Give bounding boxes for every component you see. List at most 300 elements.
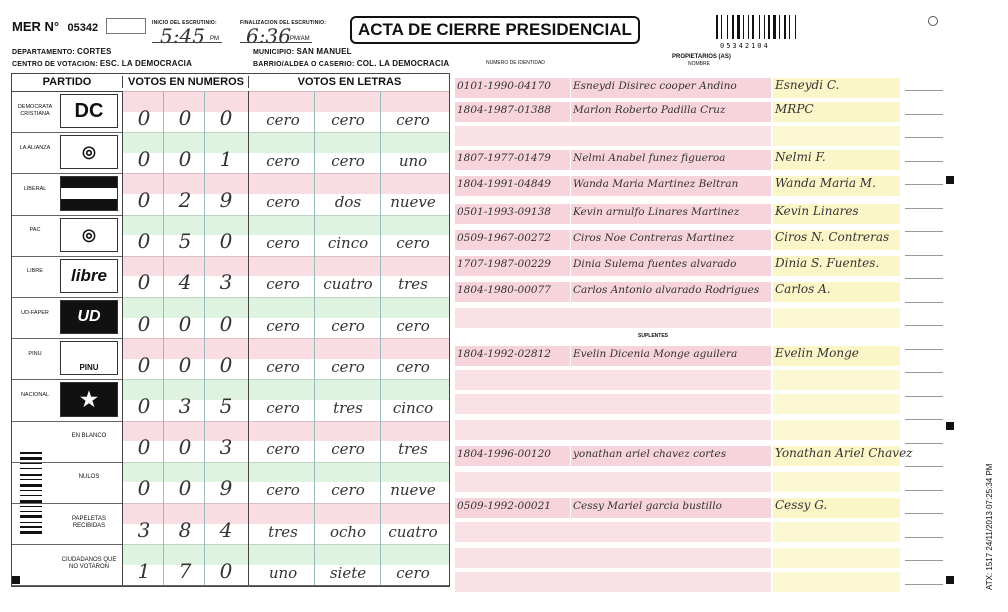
vote-table [11,73,450,587]
column-divider [248,462,249,503]
barcode-bar [764,15,765,39]
col-letras: VOTOS EN LETRAS [248,76,450,88]
side-barcode-bar [20,490,42,491]
vote-word: cero [331,481,365,500]
small-logo-box [106,18,146,34]
vote-word: cero [396,110,430,129]
column-divider [314,503,315,544]
member-name: Cessy Mariel garcia bustillo [573,500,722,512]
blank-band [455,370,771,390]
party-logo-icon: DC [60,94,118,128]
margin-rule [905,584,943,585]
margin-rule [905,443,943,444]
member-name: Carlos Antonio alvarado Rodrigues [573,284,760,296]
party-name: DEMOCRATA CRISTIANA [17,103,53,117]
margin-rule [905,396,943,397]
vote-word: cero [266,481,300,500]
party-name: LIBRE [27,268,43,275]
member-name: Esneydi Disirec cooper Andino [573,80,737,92]
vote-word: cuatro [388,522,438,541]
blank-sig-band [773,126,900,146]
final-label: FINALIZACION DEL ESCRUTINIO: [240,20,327,26]
suplentes-label: SUPLENTES [638,333,669,339]
propietario-row [455,176,900,196]
blank-row [455,420,900,440]
vote-word: cero [396,234,430,253]
barcode-bar [732,15,734,39]
party-logo-icon: PINU [60,341,118,375]
side-barcode-bar [20,522,42,523]
blank-row [455,572,900,592]
blank-row [455,370,900,390]
vote-word: cero [266,151,300,170]
vote-word: tres [398,275,428,294]
column-divider [248,544,249,585]
column-divider [314,256,315,297]
vote-digit: 0 [137,435,151,460]
vote-row [12,338,449,380]
margin-rule [905,137,943,138]
vote-digit: 0 [219,105,233,130]
column-divider [122,297,123,338]
blank-band [455,472,771,492]
vote-row [12,421,449,463]
member-signature: Wanda Maria M. [775,176,876,190]
party-logo-icon: ◎ [60,218,118,252]
vote-word: nueve [390,192,436,211]
vote-digit: 0 [137,476,151,501]
inicio-suffix: PM [210,36,219,42]
blank-row [455,308,900,328]
column-divider [248,503,249,544]
blank-band [455,394,771,414]
vote-word: tres [268,522,298,541]
vote-digit: 0 [219,558,233,583]
column-divider [248,297,249,338]
col-partido: PARTIDO [42,76,92,88]
vote-word: cero [266,192,300,211]
vote-word: cero [331,357,365,376]
vote-digit: 0 [137,229,151,254]
side-barcode-bar [20,468,42,469]
column-divider [380,503,381,544]
vote-word: ocho [329,522,367,541]
column-divider [122,503,123,544]
propietario-row [455,256,900,276]
column-divider [314,173,315,214]
vote-digit: 3 [178,393,192,418]
side-barcode-bar [20,457,42,460]
blank-sig-band [773,308,900,328]
column-divider [122,338,123,379]
column-divider [380,215,381,256]
vote-word: cero [396,563,430,582]
margin-rule [905,184,943,185]
side-barcode-bar [20,495,42,496]
member-id: 1804-1991-04849 [457,178,551,190]
barcode-bar [759,15,760,39]
vote-digit: 8 [178,517,192,542]
vote-digit: 4 [219,517,233,542]
blank-sig-band [773,370,900,390]
barrio-field: BARRIO/ALDEA O CASERIO: COL. LA DEMOCRACIA [253,59,450,68]
margin-rule [905,278,943,279]
blank-row [455,548,900,568]
member-id: 0509-1967-00272 [457,232,551,244]
vote-row [12,379,449,421]
margin-rule [905,372,943,373]
vote-table-header [12,74,449,92]
blank-sig-band [773,572,900,592]
vote-digit: 5 [219,393,233,418]
party-name: NACIONAL [20,391,50,398]
party-logo-icon: libre [60,259,118,293]
vote-digit: 0 [137,105,151,130]
column-divider [380,462,381,503]
mer-label: MER N° [12,19,60,34]
side-barcode-bar [20,531,42,534]
column-divider [248,132,249,173]
vote-word: nueve [390,481,436,500]
vote-row [12,503,449,545]
mer-number: 05342 [67,22,99,34]
party-name: UD-FAPER [21,309,49,316]
vote-digit: 9 [219,476,233,501]
vote-digit: 0 [137,352,151,377]
vote-row [12,256,449,298]
vote-word: cero [266,275,300,294]
blank-row [455,522,900,542]
side-barcode-bar [20,463,42,464]
column-divider [314,215,315,256]
barcode-bar [789,15,790,39]
vote-word: cero [331,440,365,459]
side-barcode-bar [20,511,42,512]
column-divider [122,215,123,256]
column-divider [248,91,249,132]
vote-word: uno [268,563,298,582]
member-id: 1804-1987-01388 [457,104,551,116]
column-divider [314,421,315,462]
vote-row [12,297,449,339]
blank-sig-band [773,472,900,492]
margin-rule [905,537,943,538]
vote-row [12,215,449,257]
final-time: 6:36 [246,24,291,48]
party-logo-icon [60,176,118,210]
column-divider [380,132,381,173]
vote-word: cinco [392,398,434,417]
punch-hole [928,16,938,26]
margin-rule [905,161,943,162]
column-divider [248,338,249,379]
vote-word: cero [331,316,365,335]
blank-sig-band [773,420,900,440]
member-signature: Evelin Monge [775,346,859,360]
barcode-bar [737,15,740,39]
member-name: yonathan ariel chavez cortes [573,448,727,460]
blank-sig-band [773,548,900,568]
member-signature: Esneydi C. [775,78,840,92]
vote-word: cero [266,357,300,376]
margin-rule [905,208,943,209]
member-id: 0509-1992-00021 [457,500,551,512]
barcode-bar [752,15,754,39]
vote-digit: 3 [137,517,151,542]
party-name: LIBERAL [23,185,47,192]
barcode-number: 05342104 [720,42,770,50]
registration-mark [946,422,954,430]
propietarios-label: PROPIETARIOS (AS) [672,54,731,60]
member-id: 0101-1990-04170 [457,80,551,92]
side-barcode-bar [20,474,42,476]
vote-digit: 1 [137,558,151,583]
vote-digit: 9 [219,187,233,212]
propietario-row [455,150,900,170]
column-divider [314,462,315,503]
vote-digit: 0 [219,352,233,377]
vote-digit: 0 [137,270,151,295]
id-column-label: NUMERO DE IDENTIDAD [486,60,545,66]
member-id: 1804-1992-02812 [457,348,551,360]
propietario-row [455,230,900,250]
barcode-bar [784,15,786,39]
party-logo-icon: ★ [60,382,118,416]
side-barcode-bar [20,515,42,518]
document-title: ACTA DE CIERRE PRESIDENCIAL [350,16,640,44]
suplente-row [455,446,913,466]
barcode-bar [721,15,722,39]
margin-rule [905,231,943,232]
vote-digit: 0 [137,146,151,171]
member-id: 0501-1993-09138 [457,206,551,218]
party-name: LA ALIANZA [19,144,51,151]
margin-rule [905,114,943,115]
barcode-bar [768,15,770,39]
member-name: Ciros Noe Contreras Martinez [573,232,735,244]
column-divider [248,256,249,297]
barcode [716,15,810,39]
blank-sig-band [773,522,900,542]
column-divider [380,338,381,379]
margin-rule [905,419,943,420]
column-divider [122,379,123,420]
vote-word: siete [329,563,367,582]
member-id: 1807-1977-01479 [457,152,551,164]
side-barcode-bar [20,526,42,528]
side-barcode-bar [20,484,42,487]
column-divider [122,256,123,297]
vote-word: cero [266,234,300,253]
inicio-label: INICIO DEL ESCRUTINIO: [152,20,217,26]
member-name: Evelin Dicenia Monge aguilera [573,348,738,360]
vote-word: cero [266,398,300,417]
member-signature: Dinia S. Fuentes. [775,256,880,270]
margin-rule [905,255,943,256]
column-divider [314,544,315,585]
vote-digit: 4 [178,270,192,295]
member-signature: Kevin Linares [775,204,859,218]
side-barcode-bar [20,500,42,503]
blank-band [455,126,771,146]
column-divider [314,379,315,420]
member-id: 1707-1987-00229 [457,258,551,270]
column-divider [122,462,123,503]
vote-word: cinco [327,234,369,253]
vote-word: cuatro [323,275,373,294]
party-name: PAC [29,227,41,234]
propietario-row [455,78,900,98]
vote-row [12,132,449,174]
barcode-bar [716,15,718,39]
vote-digit: 0 [137,393,151,418]
margin-rule [905,302,943,303]
vote-digit: 0 [137,187,151,212]
vote-digit: 0 [178,311,192,336]
column-divider [122,91,123,132]
side-barcode-bar [20,452,42,454]
party-name: CIUDADANOS QUE NO VOTARON [61,556,117,570]
vote-digit: 0 [178,476,192,501]
vote-digit: 0 [137,311,151,336]
vote-row [12,544,449,586]
party-name: PINU [28,350,42,357]
suplente-row [455,498,900,518]
blank-band [455,420,771,440]
blank-row [455,472,900,492]
barcode-bar [743,15,744,39]
vote-row [12,173,449,215]
member-signature: Cessy G. [775,498,828,512]
propietario-row [455,102,900,122]
column-divider [380,297,381,338]
member-signature: Ciros N. Contreras [775,230,890,244]
vote-digit: 0 [178,146,192,171]
vote-word: tres [398,440,428,459]
member-name: Wanda Maria Martinez Beltran [573,178,739,190]
propietario-row [455,282,900,302]
registration-mark [946,576,954,584]
vote-word: cero [396,357,430,376]
blank-sig-band [773,394,900,414]
margin-rule [905,90,943,91]
party-name: EN BLANCO [71,433,107,440]
vote-digit: 0 [178,352,192,377]
barcode-bar [748,15,749,39]
vote-digit: 0 [178,435,192,460]
vote-row [12,91,449,133]
vote-word: tres [333,398,363,417]
margin-rule [905,490,943,491]
blank-band [455,548,771,568]
party-name: PAPELETAS RECIBIDAS [71,515,107,529]
vote-word: dos [334,192,362,211]
blank-band [455,308,771,328]
barcode-bar [727,15,728,39]
vote-word: cero [266,316,300,335]
column-divider [248,379,249,420]
barcode-bar [795,15,796,39]
member-name: Marlon Roberto Padilla Cruz [573,104,726,116]
column-divider [248,421,249,462]
member-signature: Yonathan Ariel Chavez [775,446,913,460]
member-signature: MRPC [775,102,814,116]
column-divider [380,421,381,462]
vote-digit: 0 [219,229,233,254]
column-divider [314,297,315,338]
column-divider [314,132,315,173]
barcode-bar [773,15,776,39]
propietario-row [455,204,900,224]
column-divider [380,173,381,214]
vote-digit: 0 [219,311,233,336]
party-logo-icon: ◎ [60,135,118,169]
suplente-row [455,346,900,366]
column-divider [122,421,123,462]
vote-word: uno [398,151,428,170]
member-signature: Nelmi F. [775,150,826,164]
margin-rule [905,325,943,326]
vote-digit: 2 [178,187,192,212]
margin-rule [905,466,943,467]
vote-digit: 3 [219,270,233,295]
party-logo-icon: UD [60,300,118,334]
column-divider [380,379,381,420]
final-suffix: PM/AM [290,36,310,42]
column-divider [122,173,123,214]
vote-digit: 7 [178,558,192,583]
vote-row [12,462,449,504]
registration-mark [12,576,20,584]
departamento-field: DEPARTAMENTO: CORTES [12,47,112,56]
centro-field: CENTRO DE VOTACION: ESC. LA DEMOCRACIA [12,59,193,68]
member-name: Nelmi Anabel funez figueroa [573,152,726,164]
column-divider [314,338,315,379]
side-barcode-bar [20,479,42,480]
column-divider [314,91,315,132]
vote-digit: 5 [178,229,192,254]
vote-digit: 1 [219,146,233,171]
vote-word: cero [266,440,300,459]
member-name: Kevin arnulfo Linares Martinez [573,206,740,218]
column-divider [380,256,381,297]
registration-mark [946,176,954,184]
inicio-time: 5:45 [160,24,205,48]
vote-word: cero [266,110,300,129]
vote-word: cero [331,151,365,170]
margin-rule [905,513,943,514]
member-id: 1804-1980-00077 [457,284,551,296]
column-divider [248,173,249,214]
column-divider [122,544,123,585]
column-divider [380,544,381,585]
margin-rule [905,560,943,561]
vote-digit: 3 [219,435,233,460]
member-name: Dinia Sulema fuentes alvarado [573,258,737,270]
column-divider [122,132,123,173]
timestamp-stamp: ATX: 1517 24/11/2013 07:25:34 PM [985,463,994,590]
col-numeros: VOTOS EN NUMEROS [122,76,249,88]
column-divider [380,91,381,132]
municipio-field: MUNICIPIO: SAN MANUEL [253,47,352,56]
vote-word: cero [331,110,365,129]
margin-rule [905,349,943,350]
member-id: 1804-1996-00120 [457,448,551,460]
party-name: NULOS [78,474,100,481]
column-divider [248,215,249,256]
vote-digit: 0 [178,105,192,130]
blank-band [455,522,771,542]
